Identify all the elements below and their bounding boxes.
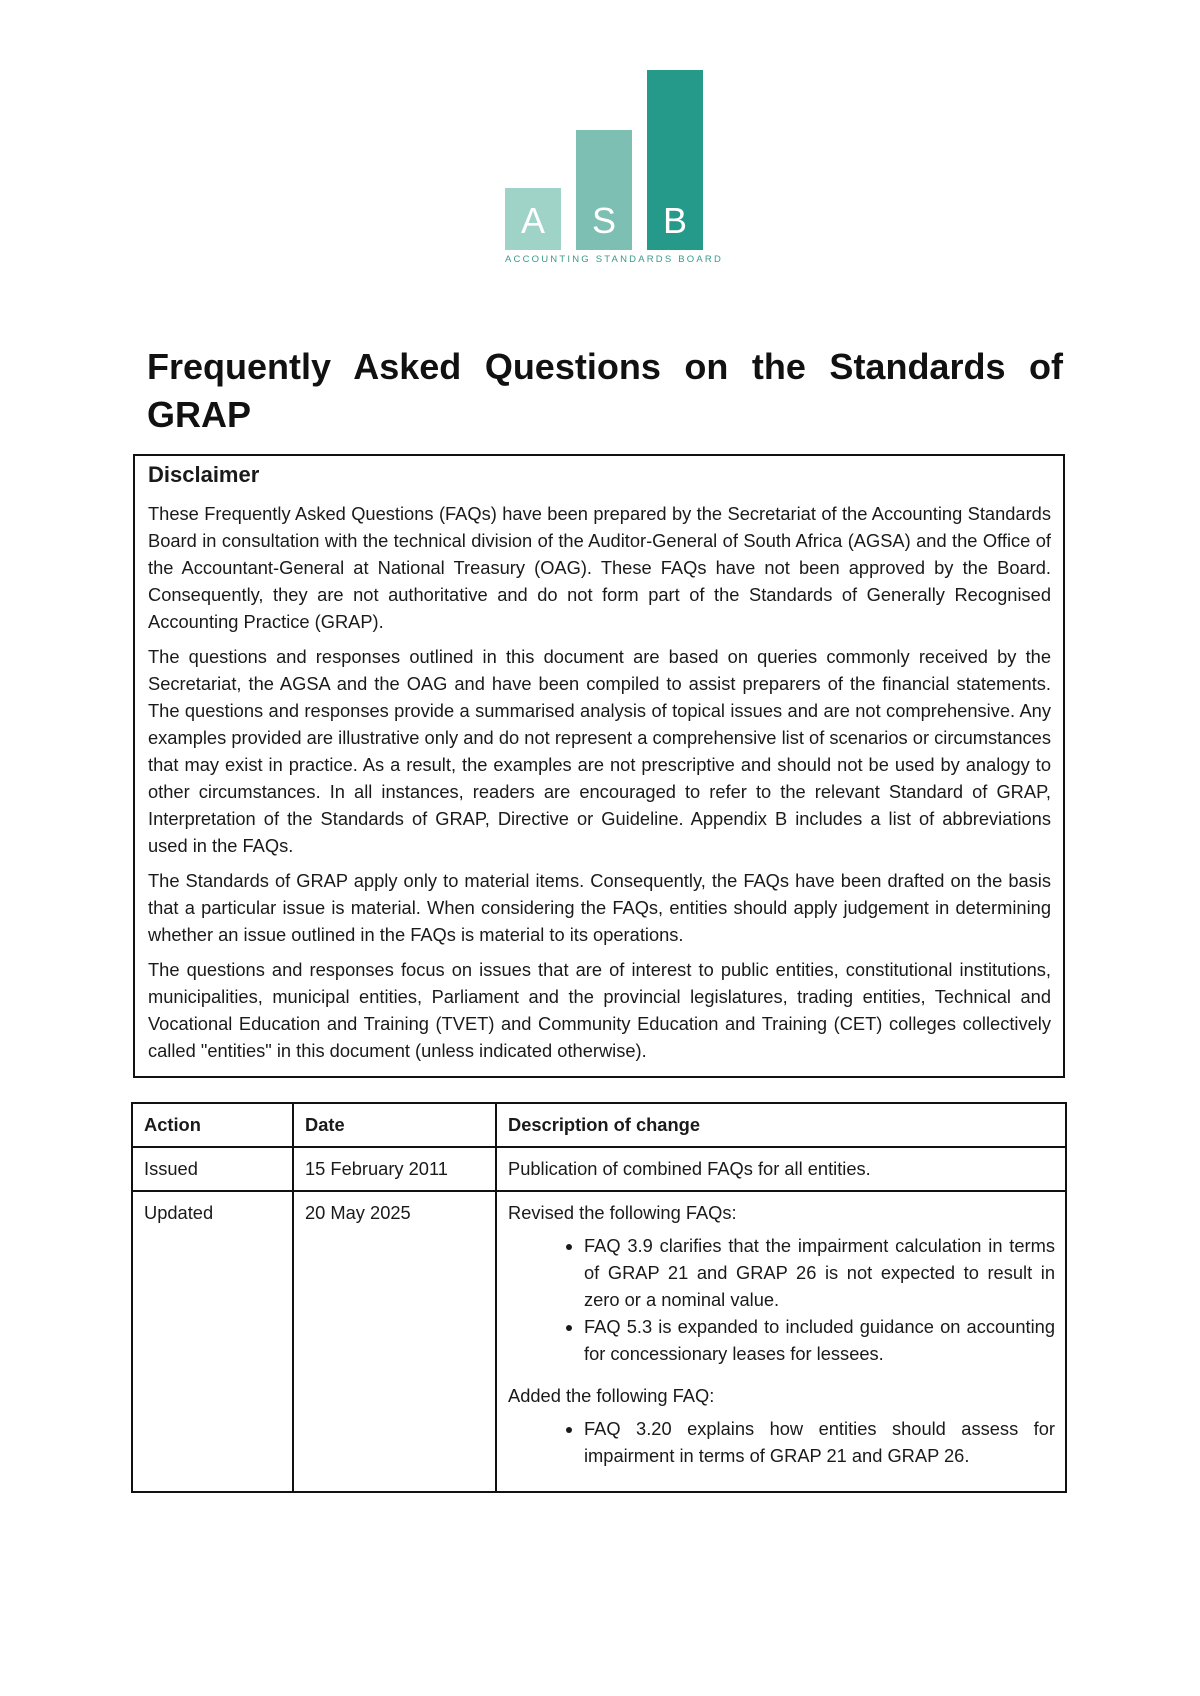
table-header-row: [132, 1103, 1066, 1147]
disclaimer-paragraph: The Standards of GRAP apply only to material items. Consequently, the FAQs have been drafted on the basis that a particular issue is material. When considering the FAQs, entities should apply judgement in determining whether an issue outlined in the FAQs is material to its operations.: [148, 870, 1051, 945]
table-row: [132, 1147, 1066, 1191]
added-faq-list: [508, 1415, 1055, 1469]
disclaimer-paragraph: The questions and responses outlined in this document are based on queries commonly received by the Secretariat, the AGSA and the OAG and have been compiled to assist preparers of the financial statements. The questions and responses provide a summarised analysis of topical issues and are not comprehensive. Any examples provided are illustrative only and do not represent a comprehensive list of scenarios or circumstances that may exist in practice. As a result, the examples are not prescriptive and should not be used by analogy to other circumstances. In all instances, readers are encouraged to refer to the relevant Standard of GRAP, Interpretation of the Standards of GRAP, Directive or Guideline. Appendix B includes a list of abbreviations used in the FAQs.: [148, 646, 1051, 856]
logo-tagline: ACCOUNTING STANDARDS BOARD: [505, 254, 724, 265]
disclaimer-paragraph: The questions and responses focus on issues that are of interest to public entities, constitutional institutions, municipalities, municipal entities, Parliament and the provincial legislatures, trading entities, Technical and Vocational Education and Training (TVET) and Community Education and Training (CET) colleges collectively called "entities" in this document (unless indicated otherwise).: [148, 959, 1051, 1061]
revised-intro: Revised the following FAQs:: [508, 1202, 737, 1223]
logo-letter-s: S: [591, 200, 616, 241]
header-action: Action: [132, 1103, 293, 1147]
cell-date: 20 May 2025: [293, 1191, 496, 1492]
header-description: Description of change: [496, 1103, 1066, 1147]
table-row: [132, 1191, 1066, 1492]
asb-logo: [505, 68, 724, 268]
disclaimer-heading: Disclaimer: [148, 462, 260, 487]
header-date: Date: [293, 1103, 496, 1147]
list-item: • FAQ 3.9 clarifies that the impairment calculation in terms of GRAP 21 and GRAP 26 is not expected to result in zero or a nominal value.: [584, 1232, 1055, 1313]
logo-letter-b: B: [662, 200, 687, 241]
added-intro: Added the following FAQ:: [508, 1385, 715, 1406]
list-item: • FAQ 3.20 explains how entities should assess for impairment in terms of GRAP 21 and GRAP 26.: [584, 1415, 1055, 1469]
cell-description: Publication of combined FAQs for all entities.: [496, 1147, 1066, 1191]
disclaimer-paragraph: These Frequently Asked Questions (FAQs) have been prepared by the Secretariat of the Accounting Standards Board in consultation with the technical division of the Auditor-General of South Africa (AGSA) and the Office of the Accountant-General at National Treasury (OAG). These FAQs have not been approved by the Board. Consequently, they are not authoritative and do not form part of the Standards of Generally Recognised Accounting Practice (GRAP).: [148, 503, 1051, 632]
disclaimer-box: [133, 454, 1065, 1078]
cell-date: 15 February 2011: [293, 1147, 496, 1191]
logo-letter-a: A: [520, 200, 545, 241]
cell-action: Updated: [132, 1191, 293, 1492]
change-history-table: [131, 1102, 1067, 1493]
page-title: Frequently Asked Questions on the Standards of GRAP: [147, 346, 1063, 435]
list-item: • FAQ 5.3 is expanded to included guidance on accounting for concessionary leases for lessees.: [584, 1313, 1055, 1367]
cell-action: Issued: [132, 1147, 293, 1191]
cell-description: [496, 1191, 1066, 1492]
revised-faq-list: [508, 1232, 1055, 1367]
